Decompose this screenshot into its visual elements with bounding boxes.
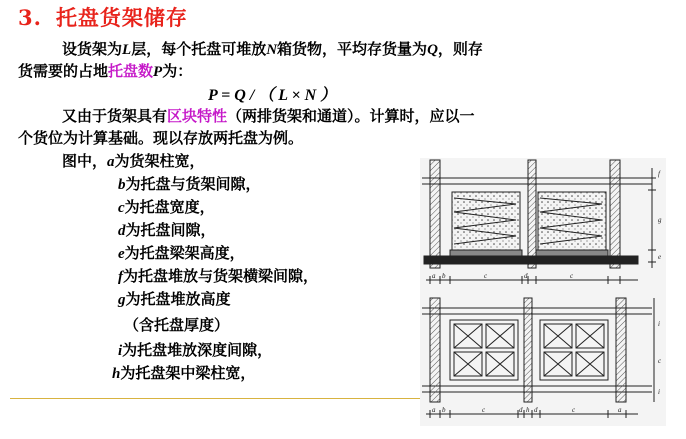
legend-var: g (118, 292, 126, 308)
rack-post-middle (528, 160, 536, 268)
var-P: P (153, 64, 163, 80)
dim-label-h: h (526, 406, 530, 414)
front-elevation (422, 160, 656, 284)
bottom-beam (424, 256, 638, 264)
dim-label-b: b (442, 406, 446, 414)
legend-item (118, 242, 245, 263)
pallet-base-right (536, 250, 608, 256)
para2-line2 (18, 127, 303, 148)
para1-line1 (62, 38, 483, 59)
formula-text: P = Q / （ L × N ） (208, 87, 337, 104)
dim-label-d: d (519, 406, 523, 414)
legend-text: 为货架柱宽， (114, 152, 205, 170)
legend-text: （含托盘厚度） (124, 316, 230, 334)
dim-label-e: e (658, 253, 662, 261)
dim-label-c: c (484, 272, 488, 280)
dim-label-d: d (524, 272, 528, 280)
legend-text: 为托盘堆放与货架横梁间隙， (123, 267, 319, 285)
section-number: 3. (18, 5, 42, 30)
legend-text: 为托盘堆放高度 (125, 290, 231, 308)
legend-item (118, 173, 261, 194)
legend-item (118, 265, 318, 286)
footer-rule (10, 398, 420, 399)
text-run: 为： (162, 62, 193, 80)
rack-diagram (420, 158, 666, 426)
legend-item (118, 219, 216, 240)
pallet-base-left (450, 250, 522, 256)
dim-label-c: c (570, 272, 574, 280)
para1-line2 (18, 60, 192, 81)
legend-var: b (118, 177, 126, 193)
rack-diagram-svg (420, 158, 666, 426)
legend-text: 为托盘宽度， (124, 198, 215, 216)
dim-label-a: a (432, 272, 436, 280)
dim-label-i: i (658, 320, 660, 328)
highlight-pallet-count: 托盘数 (108, 62, 154, 80)
para2-line1 (62, 105, 475, 126)
dim-label-f: f (658, 170, 660, 178)
text-run: ，则存 (437, 40, 483, 58)
legend-var: d (118, 223, 126, 239)
legend-item (62, 150, 205, 171)
section-title (18, 2, 188, 32)
plan-post-right (616, 298, 626, 402)
plan-post-middle (524, 298, 532, 402)
legend-text: 为托盘架中梁柱宽， (120, 364, 256, 382)
plan-post-left (430, 298, 440, 402)
text-run: 层，每个托盘可堆放 (131, 40, 267, 58)
legend-var: f (118, 269, 123, 285)
var-Q: Q (427, 42, 438, 58)
text-run: 个货位为计算基础。现以存放两托盘为例。 (18, 129, 304, 147)
legend-var: i (118, 343, 123, 359)
legend-text: 为托盘堆放深度间隙， (122, 341, 273, 359)
carton-cross (544, 324, 604, 376)
dim-label-a: a (432, 406, 436, 414)
text-run: 又由于货架具有 (62, 107, 168, 125)
legend-text: 为托盘间隙， (125, 221, 216, 239)
text-run: 箱货物，平均存货量为 (277, 40, 428, 58)
formula (208, 82, 336, 105)
legend-item (118, 288, 231, 309)
section-title-text: 托盘货架储存 (55, 5, 188, 30)
dim-label-c: c (572, 406, 576, 414)
dim-label-a: a (618, 406, 622, 414)
dim-label-d: d (534, 406, 538, 414)
highlight-block-feature: 区块特性 (167, 107, 228, 125)
legend-var: c (118, 200, 125, 216)
legend-var: h (112, 366, 121, 382)
legend-var: e (118, 246, 125, 262)
legend-item (112, 362, 255, 383)
text-run: （两排货架和通道）。计算时，应以一 (227, 107, 475, 125)
carton-cross (454, 324, 514, 376)
var-L: L (122, 42, 132, 58)
legend-text: 为托盘与货架间隙， (125, 175, 261, 193)
legend-item (118, 339, 272, 360)
dim-label-g: g (658, 216, 662, 224)
legend-var: a (107, 154, 115, 170)
rack-post-right (610, 160, 620, 268)
var-N: N (266, 42, 278, 58)
legend-item (124, 314, 229, 335)
legend-item (118, 196, 215, 217)
dim-label-b: b (442, 272, 446, 280)
dim-label-c: c (482, 406, 486, 414)
rack-post-left (430, 160, 440, 268)
plan-view (422, 298, 654, 418)
dim-label-c: c (658, 357, 662, 365)
text-run: 货需要的占地 (18, 62, 109, 80)
dim-label-i: i (658, 388, 660, 396)
legend-intro: 图中， (62, 152, 108, 170)
legend-text: 为托盘梁架高度， (124, 244, 245, 262)
text-run: 设货架为 (62, 40, 123, 58)
